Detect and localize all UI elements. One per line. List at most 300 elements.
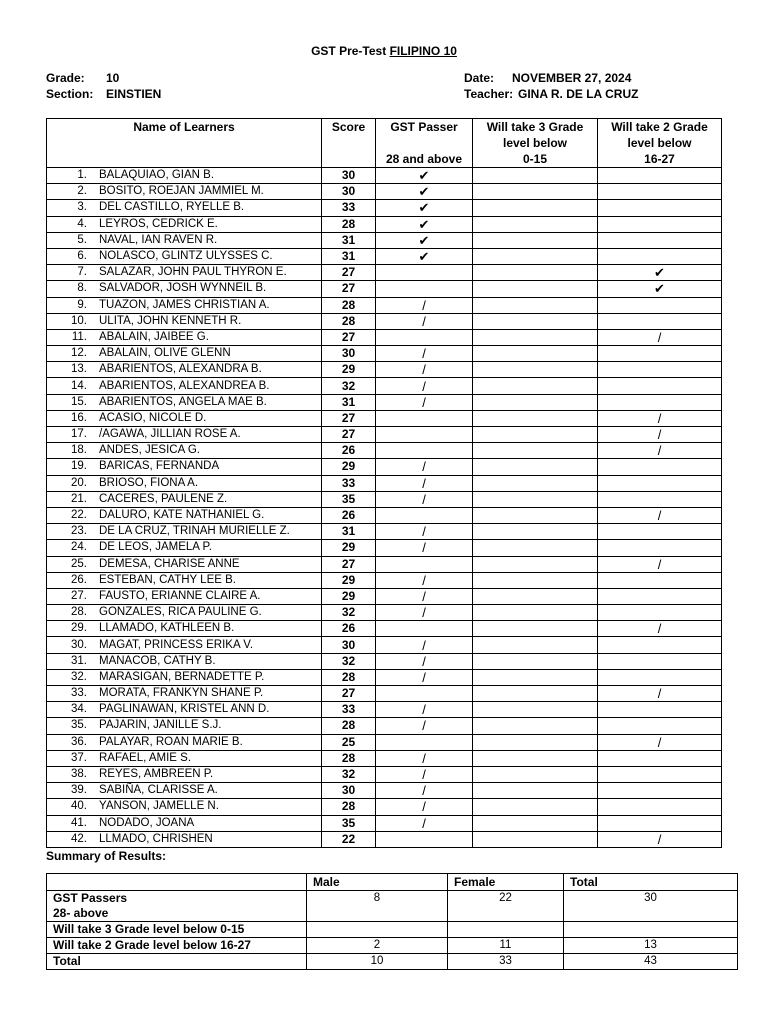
summary-row [47, 954, 738, 970]
learner-name: LLAMADO, KATHLEEN B. [99, 622, 235, 635]
gst-passer-mark [376, 265, 473, 281]
grade2-below-mark [598, 799, 722, 815]
learner-name-cell [47, 378, 322, 394]
gst-passer-mark [376, 734, 473, 750]
grade3-below-mark [473, 281, 598, 297]
gst-passer-mark [376, 443, 473, 459]
table-row [47, 459, 722, 475]
gst-passer-mark: / [376, 297, 473, 313]
summary-header-male: Male [307, 874, 448, 891]
grade3-below-mark [473, 265, 598, 281]
learner-number: 10. [71, 314, 87, 327]
gst-passer-mark [376, 831, 473, 847]
header-g2-line2: level below [627, 136, 692, 150]
learner-name-cell [47, 605, 322, 621]
learner-name: ABARIENTOS, ALEXANDRA B. [99, 363, 262, 376]
learner-score: 28 [322, 297, 376, 313]
table-row [47, 297, 722, 313]
learner-name: REYES, AMBREEN P. [99, 768, 214, 781]
table-row [47, 329, 722, 345]
learner-score: 27 [322, 281, 376, 297]
table-row [47, 362, 722, 378]
grade2-below-mark [598, 524, 722, 540]
grade2-below-mark [598, 718, 722, 734]
learner-name: ABALAIN, OLIVE GLENN [99, 347, 231, 360]
gst-passer-mark: / [376, 799, 473, 815]
gst-passer-mark: / [376, 491, 473, 507]
gst-passer-mark: / [376, 669, 473, 685]
table-row [47, 815, 722, 831]
learner-name-cell [47, 540, 322, 556]
gst-passer-mark: / [376, 540, 473, 556]
grade3-below-mark [473, 572, 598, 588]
learner-name: ACASIO, NICOLE D. [99, 411, 207, 424]
learner-name: BARICAS, FERNANDA [99, 460, 220, 473]
learner-score: 30 [322, 168, 376, 184]
header-g3-line3: 0-15 [522, 152, 548, 166]
summary-row-sublabel: 28- above [53, 906, 109, 920]
learner-score: 26 [322, 507, 376, 523]
learner-score: 30 [322, 184, 376, 200]
table-row [47, 443, 722, 459]
learner-number: 36. [71, 735, 87, 748]
learner-number: 2. [77, 185, 87, 198]
grade3-below-mark [473, 313, 598, 329]
learner-score: 31 [322, 394, 376, 410]
learner-score: 22 [322, 831, 376, 847]
grade3-below-mark [473, 507, 598, 523]
learner-score: 28 [322, 799, 376, 815]
gst-passer-mark [376, 507, 473, 523]
summary-row-label: GST Passers [53, 891, 128, 905]
table-row [47, 524, 722, 540]
learner-number: 15. [71, 395, 87, 408]
date-line [464, 71, 631, 85]
learner-name-cell [47, 491, 322, 507]
table-row [47, 702, 722, 718]
learner-name: TUAZON, JAMES CHRISTIAN A. [99, 298, 270, 311]
summary-total: 13 [564, 938, 738, 954]
learner-number: 26. [71, 573, 87, 586]
learner-name-cell [47, 297, 322, 313]
gst-passer-mark: ✔ [376, 216, 473, 232]
table-row [47, 265, 722, 281]
summary-row-label: Total [53, 954, 81, 968]
learner-name-cell [47, 783, 322, 799]
learner-score: 32 [322, 605, 376, 621]
grade3-below-mark [473, 637, 598, 653]
header-score [322, 119, 376, 168]
header-passer-line1: GST Passer [390, 120, 458, 134]
learner-score: 29 [322, 540, 376, 556]
learner-name: LLMADO, CHRISHEN [99, 832, 213, 845]
grade3-below-mark [473, 200, 598, 216]
learner-number: 16. [71, 411, 87, 424]
learner-name: NOLASCO, GLINTZ ULYSSES C. [99, 250, 273, 263]
learner-name-cell [47, 750, 322, 766]
learner-name-cell [47, 281, 322, 297]
learner-name-cell [47, 346, 322, 362]
learner-name: DEL CASTILLO, RYELLE B. [99, 201, 245, 214]
learner-number: 8. [77, 282, 87, 295]
learners-table [46, 118, 722, 848]
learner-name: YANSON, JAMELLE N. [99, 800, 219, 813]
learner-name-cell [47, 410, 322, 426]
table-row [47, 799, 722, 815]
learner-score: 29 [322, 588, 376, 604]
grade3-below-mark [473, 184, 598, 200]
grade3-below-mark [473, 346, 598, 362]
summary-total: 43 [564, 954, 738, 970]
document-title [0, 44, 768, 58]
learner-name: PALAYAR, ROAN MARIE B. [99, 735, 243, 748]
learner-name-cell [47, 507, 322, 523]
title-subject: FILIPINO 10 [389, 44, 457, 58]
gst-passer-mark: / [376, 653, 473, 669]
grade2-below-mark: / [598, 329, 722, 345]
learner-score: 28 [322, 750, 376, 766]
gst-passer-mark: / [376, 475, 473, 491]
grade3-below-mark [473, 362, 598, 378]
grade3-below-mark [473, 459, 598, 475]
table-row [47, 783, 722, 799]
learner-score: 27 [322, 265, 376, 281]
gst-passer-mark: / [376, 524, 473, 540]
table-row [47, 184, 722, 200]
grade2-below-mark [598, 362, 722, 378]
summary-female [448, 922, 564, 938]
table-row [47, 346, 722, 362]
grade2-below-mark [598, 605, 722, 621]
learner-name-cell [47, 799, 322, 815]
summary-header-total: Total [564, 874, 738, 891]
table-row [47, 766, 722, 782]
learner-number: 33. [71, 687, 87, 700]
grade2-below-mark [598, 394, 722, 410]
summary-row [47, 938, 738, 954]
header-passer-spacer [376, 135, 472, 151]
learner-name: SALVADOR, JOSH WYNNEIL B. [99, 282, 267, 295]
grade3-below-mark [473, 556, 598, 572]
grade2-below-mark: / [598, 556, 722, 572]
gst-passer-mark [376, 686, 473, 702]
learner-score: 32 [322, 766, 376, 782]
grade3-below-mark [473, 394, 598, 410]
learner-name-cell [47, 200, 322, 216]
grade2-below-mark [598, 168, 722, 184]
learner-number: 14. [71, 379, 87, 392]
learner-name-cell [47, 168, 322, 184]
summary-row [47, 891, 738, 922]
learner-number: 6. [77, 250, 87, 263]
learner-name: CACERES, PAULENE Z. [99, 492, 228, 505]
learner-number: 13. [71, 363, 87, 376]
learner-name-cell [47, 329, 322, 345]
grade2-below-mark: / [598, 443, 722, 459]
gst-passer-mark [376, 329, 473, 345]
summary-header-blank [47, 874, 307, 891]
learner-score: 26 [322, 621, 376, 637]
grade3-below-mark [473, 799, 598, 815]
table-row [47, 605, 722, 621]
grade3-below-mark [473, 524, 598, 540]
learner-score: 27 [322, 556, 376, 572]
learner-score: 32 [322, 378, 376, 394]
grade3-below-mark [473, 475, 598, 491]
learner-score: 28 [322, 216, 376, 232]
summary-total: 30 [564, 891, 738, 922]
date-label: Date: [464, 71, 495, 85]
learner-name-cell [47, 653, 322, 669]
gst-passer-mark [376, 621, 473, 637]
learner-score: 28 [322, 718, 376, 734]
summary-male: 10 [307, 954, 448, 970]
table-row [47, 621, 722, 637]
learner-number: 22. [71, 509, 87, 522]
learner-name-cell [47, 718, 322, 734]
learner-name: MAGAT, PRINCESS ERIKA V. [99, 638, 254, 651]
learner-name-cell [47, 815, 322, 831]
learner-number: 40. [71, 800, 87, 813]
learner-score: 28 [322, 669, 376, 685]
learner-score: 29 [322, 572, 376, 588]
table-row [47, 313, 722, 329]
teacher-value: GINA R. DE LA CRUZ [518, 87, 639, 101]
learner-name: MARASIGAN, BERNADETTE P. [99, 670, 265, 683]
learner-name-cell [47, 734, 322, 750]
learner-name: FAUSTO, ERIANNE CLAIRE A. [99, 589, 261, 602]
section-label: Section: [46, 87, 94, 101]
learner-name-cell [47, 556, 322, 572]
learner-name-cell [47, 621, 322, 637]
grade-label: Grade: [46, 71, 85, 85]
grade3-below-mark [473, 248, 598, 264]
header-gst-passer [376, 119, 473, 168]
title-prefix: GST Pre-Test [311, 44, 387, 58]
table-row [47, 410, 722, 426]
table-row [47, 507, 722, 523]
header-name [47, 119, 322, 168]
header-g2-line1: Will take 2 Grade [611, 120, 708, 134]
grade3-below-mark [473, 766, 598, 782]
learner-number: 5. [77, 233, 87, 246]
learner-score: 29 [322, 459, 376, 475]
learner-name-cell [47, 443, 322, 459]
learner-name: PAGLINAWAN, KRISTEL ANN D. [99, 703, 270, 716]
gst-passer-mark: / [376, 459, 473, 475]
grade2-below-mark [598, 475, 722, 491]
gst-passer-mark: ✔ [376, 248, 473, 264]
gst-passer-mark [376, 556, 473, 572]
table-row [47, 718, 722, 734]
learner-score: 35 [322, 815, 376, 831]
table-row [47, 248, 722, 264]
learner-number: 11. [71, 330, 87, 343]
learner-score: 28 [322, 313, 376, 329]
teacher-line [464, 87, 638, 101]
table-row [47, 831, 722, 847]
grade2-below-mark [598, 653, 722, 669]
learner-name: MANACOB, CATHY B. [99, 654, 216, 667]
learner-number: 35. [71, 719, 87, 732]
grade3-below-mark [473, 329, 598, 345]
learner-number: 4. [77, 217, 87, 230]
grade3-below-mark [473, 831, 598, 847]
grade3-below-mark [473, 168, 598, 184]
gst-passer-mark: / [376, 394, 473, 410]
grade2-below-mark: / [598, 686, 722, 702]
gst-passer-mark [376, 281, 473, 297]
section-value: EINSTIEN [106, 87, 162, 101]
header-passer-line2: 28 and above [385, 152, 463, 166]
learner-score: 30 [322, 346, 376, 362]
gst-passer-mark: ✔ [376, 184, 473, 200]
gst-passer-mark: / [376, 313, 473, 329]
table-row [47, 281, 722, 297]
table-row [47, 540, 722, 556]
grade3-below-mark [473, 734, 598, 750]
gst-passer-mark: / [376, 637, 473, 653]
table-row [47, 168, 722, 184]
summary-male: 2 [307, 938, 448, 954]
learner-name: ABALAIN, JAIBEE G. [99, 330, 209, 343]
summary-row-label-cell [47, 938, 307, 954]
learner-name: ULITA, JOHN KENNETH R. [99, 314, 242, 327]
learners-table-body [47, 168, 722, 848]
learner-name: ABARIENTOS, ALEXANDREA B. [99, 379, 270, 392]
learner-score: 33 [322, 702, 376, 718]
learner-name: GONZALES, RICA PAULINE G. [99, 606, 262, 619]
table-row [47, 750, 722, 766]
grade2-below-mark: / [598, 507, 722, 523]
gst-passer-mark: / [376, 362, 473, 378]
learner-name-cell [47, 362, 322, 378]
learner-name: ANDES, JESICA G. [99, 444, 200, 457]
learner-score: 27 [322, 410, 376, 426]
learner-name: LEYROS, CEDRICK E. [99, 217, 218, 230]
table-header-row [47, 119, 722, 168]
gst-passer-mark [376, 410, 473, 426]
learner-name: DE LEOS, JAMELA P. [99, 541, 212, 554]
table-row [47, 686, 722, 702]
learner-name: NAVAL, IAN RAVEN R. [99, 233, 218, 246]
grade2-below-mark [598, 572, 722, 588]
grade2-below-mark [598, 815, 722, 831]
summary-row-label: Will take 2 Grade level below 16-27 [53, 938, 251, 952]
learner-number: 37. [71, 751, 87, 764]
gst-passer-mark: / [376, 702, 473, 718]
learner-number: 30. [71, 638, 87, 651]
learner-name: /AGAWA, JILLIAN ROSE A. [99, 428, 241, 441]
grade3-below-mark [473, 427, 598, 443]
learner-score: 31 [322, 524, 376, 540]
grade2-below-mark [598, 766, 722, 782]
header-score-text: Score [331, 120, 366, 134]
grade2-below-mark [598, 459, 722, 475]
learner-name: BOSITO, ROEJAN JAMMIEL M. [99, 185, 264, 198]
grade3-below-mark [473, 605, 598, 621]
learner-name-cell [47, 766, 322, 782]
grade3-below-mark [473, 540, 598, 556]
summary-female: 33 [448, 954, 564, 970]
grade2-below-mark: ✔ [598, 265, 722, 281]
summary-row-label-cell [47, 922, 307, 938]
learner-name-cell [47, 831, 322, 847]
table-row [47, 232, 722, 248]
grade2-below-mark [598, 232, 722, 248]
learner-name-cell [47, 394, 322, 410]
grade2-below-mark [598, 297, 722, 313]
gst-passer-mark: / [376, 378, 473, 394]
table-row [47, 653, 722, 669]
grade3-below-mark [473, 297, 598, 313]
learner-number: 9. [77, 298, 87, 311]
learner-number: 1. [77, 169, 87, 182]
grade3-below-mark [473, 686, 598, 702]
grade2-below-mark [598, 750, 722, 766]
grade2-below-mark [598, 216, 722, 232]
learner-name-cell [47, 686, 322, 702]
table-row [47, 637, 722, 653]
gst-passer-mark: ✔ [376, 232, 473, 248]
learner-name: MORATA, FRANKYN SHANE P. [99, 687, 264, 700]
summary-male: 8 [307, 891, 448, 922]
grade2-below-mark [598, 588, 722, 604]
learner-name-cell [47, 475, 322, 491]
grade2-below-mark [598, 248, 722, 264]
table-row [47, 491, 722, 507]
summary-header-female: Female [448, 874, 564, 891]
header-g3-line2: level below [502, 136, 568, 150]
grade2-below-mark [598, 702, 722, 718]
learner-score: 30 [322, 783, 376, 799]
grade2-below-mark [598, 783, 722, 799]
learner-number: 27. [71, 589, 87, 602]
summary-header-row [47, 874, 738, 891]
grade2-below-mark [598, 378, 722, 394]
gst-passer-mark: ✔ [376, 168, 473, 184]
learner-name-cell [47, 248, 322, 264]
grade-value: 10 [106, 71, 120, 85]
learner-name: BALAQUIAO, GIAN B. [99, 169, 215, 182]
learner-number: 12. [71, 347, 87, 360]
table-row [47, 475, 722, 491]
gst-passer-mark [376, 427, 473, 443]
table-row [47, 378, 722, 394]
learner-score: 27 [322, 329, 376, 345]
learner-number: 39. [71, 784, 87, 797]
learner-number: 38. [71, 768, 87, 781]
summary-table-body [47, 891, 738, 970]
date-value: NOVEMBER 27, 2024 [512, 71, 632, 85]
learner-name: NODADO, JOANA [99, 816, 195, 829]
learner-number: 20. [71, 476, 87, 489]
table-row [47, 669, 722, 685]
learner-score: 27 [322, 427, 376, 443]
gst-passer-mark: / [376, 605, 473, 621]
grade3-below-mark [473, 669, 598, 685]
learner-name-cell [47, 637, 322, 653]
learner-score: 35 [322, 491, 376, 507]
summary-row-label-cell [47, 954, 307, 970]
grade3-below-mark [473, 750, 598, 766]
learner-name-cell [47, 265, 322, 281]
gst-passer-mark: / [376, 588, 473, 604]
grade2-below-mark [598, 346, 722, 362]
table-row [47, 427, 722, 443]
summary-row-label: Will take 3 Grade level below 0-15 [53, 922, 245, 936]
grade2-below-mark: / [598, 831, 722, 847]
